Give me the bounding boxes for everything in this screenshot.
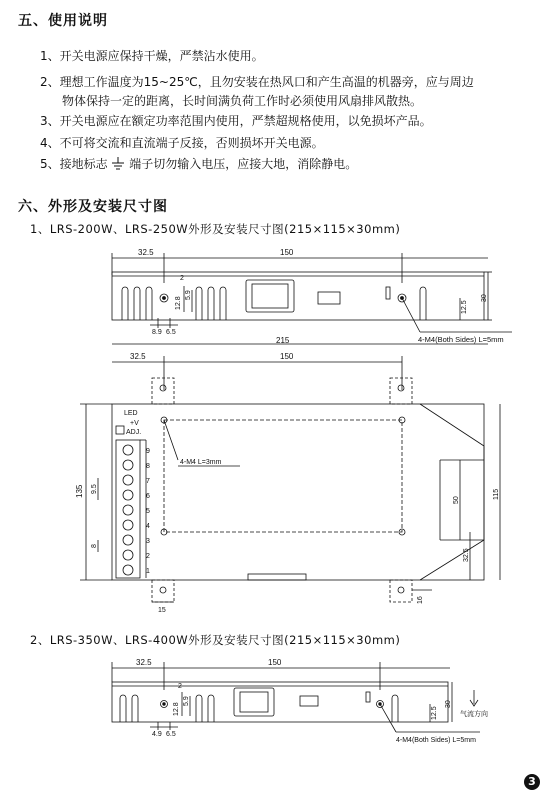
dim-label: 5.9 bbox=[183, 696, 190, 706]
airflow-label: 气流方向 bbox=[460, 711, 488, 718]
terminal-number: 8 bbox=[146, 463, 150, 470]
terminal-number: 7 bbox=[146, 478, 150, 485]
dim-label: 115 bbox=[493, 488, 500, 500]
dim-label: 6.5 bbox=[166, 731, 176, 738]
page-number: 3 bbox=[524, 774, 540, 790]
dim-label: 16 bbox=[417, 596, 424, 604]
dim-label: 12.5 bbox=[431, 706, 438, 720]
dim-label: 50 bbox=[453, 496, 460, 504]
terminal-number: 5 bbox=[146, 508, 150, 515]
dim-label: 135 bbox=[75, 484, 84, 498]
mount-note: 4-M4(Both Sides) L=5mm bbox=[396, 737, 476, 744]
dim-label: 12.8 bbox=[173, 702, 180, 716]
adj-label: ADJ. bbox=[126, 429, 142, 436]
terminal-number: 2 bbox=[146, 553, 150, 560]
dim-label: 4.9 bbox=[152, 731, 162, 738]
dim-label: 32.5 bbox=[138, 248, 154, 257]
dim-label: 9.5 bbox=[91, 484, 98, 494]
dim-label: 30 bbox=[445, 700, 452, 708]
terminal-number: 3 bbox=[146, 538, 150, 545]
dim-label: 30 bbox=[481, 294, 488, 302]
ground-symbol-icon bbox=[111, 156, 125, 170]
drawing1-caption: 1、LRS-200W、LRS-250W外形及安装尺寸图(215×115×30mm) bbox=[30, 222, 401, 236]
dim-label: 150 bbox=[280, 248, 294, 257]
dim-label: 8 bbox=[91, 544, 98, 548]
dim-label: 32.5 bbox=[463, 548, 470, 562]
voltage-label: +V bbox=[130, 420, 139, 427]
dim-label: 12.8 bbox=[175, 296, 182, 310]
dim-label: 8.9 bbox=[152, 329, 162, 336]
dim-label: 150 bbox=[280, 352, 294, 361]
dim-label: 5.9 bbox=[185, 290, 192, 300]
drawing2-side-view bbox=[0, 650, 545, 760]
list-item: 1、开关电源应保持干燥，严禁沾水使用。 bbox=[40, 49, 264, 63]
terminal-number: 1 bbox=[146, 568, 150, 575]
dim-label: 215 bbox=[276, 336, 290, 345]
led-label: LED bbox=[124, 410, 138, 417]
list-item bbox=[40, 155, 357, 173]
list-item: 物体保持一定的距离，长时间满负荷工作时必须使用风扇排风散热。 bbox=[62, 94, 423, 108]
list-item-text: 端子切勿输入电压，应接大地，消除静电。 bbox=[129, 157, 358, 171]
dim-label: 2 bbox=[178, 683, 182, 690]
drawing2-caption: 2、LRS-350W、LRS-400W外形及安装尺寸图(215×115×30mm) bbox=[30, 633, 401, 647]
terminal-number: 4 bbox=[146, 523, 150, 530]
dim-label: 12.5 bbox=[461, 300, 468, 314]
list-item-text: 5、接地标志 bbox=[40, 157, 108, 171]
dim-label: 150 bbox=[268, 658, 282, 667]
section5-title: 五、使用说明 bbox=[18, 13, 108, 29]
list-item: 3、开关电源应在额定功率范围内使用，严禁超规格使用，以免损坏产品。 bbox=[40, 114, 432, 128]
dim-label: 32.5 bbox=[130, 352, 146, 361]
terminal-number: 6 bbox=[146, 493, 150, 500]
list-item: 2、理想工作温度为15~25℃，且勿安装在热风口和产生高温的机器旁，应与周边 bbox=[40, 75, 474, 89]
terminal-number: 9 bbox=[146, 448, 150, 455]
mount-note: 4-M4 L=3mm bbox=[180, 459, 222, 466]
dim-label: 6.5 bbox=[166, 329, 176, 336]
mount-note: 4-M4(Both Sides) L=5mm bbox=[418, 335, 504, 344]
dim-label: 15 bbox=[158, 607, 166, 614]
list-item: 4、不可将交流和直流端子反接，否则损坏开关电源。 bbox=[40, 136, 324, 150]
dim-label: 32.5 bbox=[136, 658, 152, 667]
dim-label: 2 bbox=[180, 275, 184, 282]
section6-title: 六、外形及安装尺寸图 bbox=[18, 199, 168, 215]
